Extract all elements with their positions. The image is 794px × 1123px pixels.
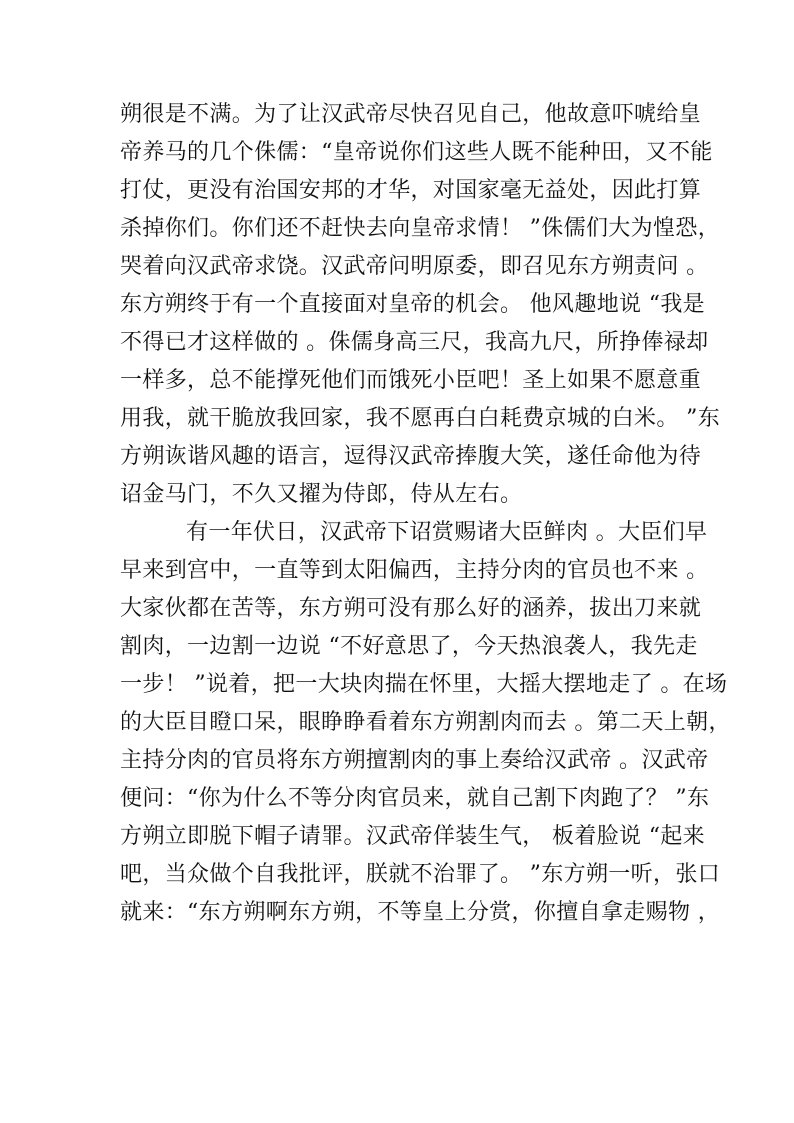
text-line-10: 方朔诙谐风趣的语言，逗得汉武帝捧腹大笑，遂任命他为待 — [120, 444, 702, 469]
text-line-7: 不得已才这样做的 。侏儒身高三尺，我高九尺，所挣俸禄却 — [120, 330, 709, 355]
text-line-14: 大家伙都在苦等，东方朔可没有那么好的涵养，拔出刀来就 — [120, 596, 702, 621]
text-line-12: 有一年伏日，汉武帝下诏赏赐诸大臣鲜肉 。大臣们早 — [186, 520, 708, 545]
text-line-19: 便问：“你为什么不等分肉官员来，就自己割下肉跑了？ ”东 — [120, 786, 710, 811]
text-line-2: 帝养马的几个侏儒：“皇帝说你们这些人既不能种田，又不能 — [120, 140, 713, 165]
text-line-13: 早来到宫中，一直等到太阳偏西，主持分肉的官员也不来 。 — [120, 558, 709, 583]
document-body — [120, 96, 731, 932]
text-line-20: 方朔立即脱下帽子请罪。汉武帝佯装生气， 板着脸说 “起来 — [120, 824, 706, 849]
text-line-4: 杀掉你们。你们还不赶快去向皇帝求情！ ”侏儒们大为惶恐， — [120, 216, 721, 241]
text-line-11: 诏金马门，不久又擢为侍郎，侍从左右。 — [120, 482, 523, 507]
text-line-18: 主持分肉的官员将东方朔擅割肉的事上奏给汉武帝 。汉武帝 — [120, 748, 709, 773]
text-line-17: 的大臣目瞪口呆，眼睁睁看着东方朔割肉而去 。第二天上朝， — [120, 710, 731, 735]
text-line-21: 吧，当众做个自我批评，朕就不治罪了。 ”东方朔一听，张口 — [120, 862, 721, 887]
text-line-5: 哭着向汉武帝求饶。汉武帝问明原委，即召见东方朔责问 。 — [120, 254, 709, 279]
text-line-6: 东方朔终于有一个直接面对皇帝的机会。 他风趣地说 “我是 — [120, 292, 706, 317]
text-line-22: 就来：“东方朔啊东方朔，不等皇上分赏，你擅自拿走赐物 ， — [120, 900, 721, 925]
text-line-1: 朔很是不满。为了让汉武帝尽快召见自己，他故意吓唬给皇 — [120, 102, 702, 127]
text-line-3: 打仗，更没有治国安邦的才华，对国家毫无益处，因此打算 — [120, 178, 702, 203]
text-line-8: 一样多，总不能撑死他们而饿死小臣吧！圣上如果不愿意重 — [120, 368, 702, 393]
text-line-16: 一步！ ”说着，把一大块肉揣在怀里，大摇大摆地走了 。在场 — [120, 672, 728, 697]
text-line-9: 用我，就干脆放我回家，我不愿再白白耗费京城的白米。 ”东 — [120, 406, 721, 431]
text-line-15: 割肉，一边割一边说 “不好意思了，今天热浪袭人，我先走 — [120, 634, 698, 659]
